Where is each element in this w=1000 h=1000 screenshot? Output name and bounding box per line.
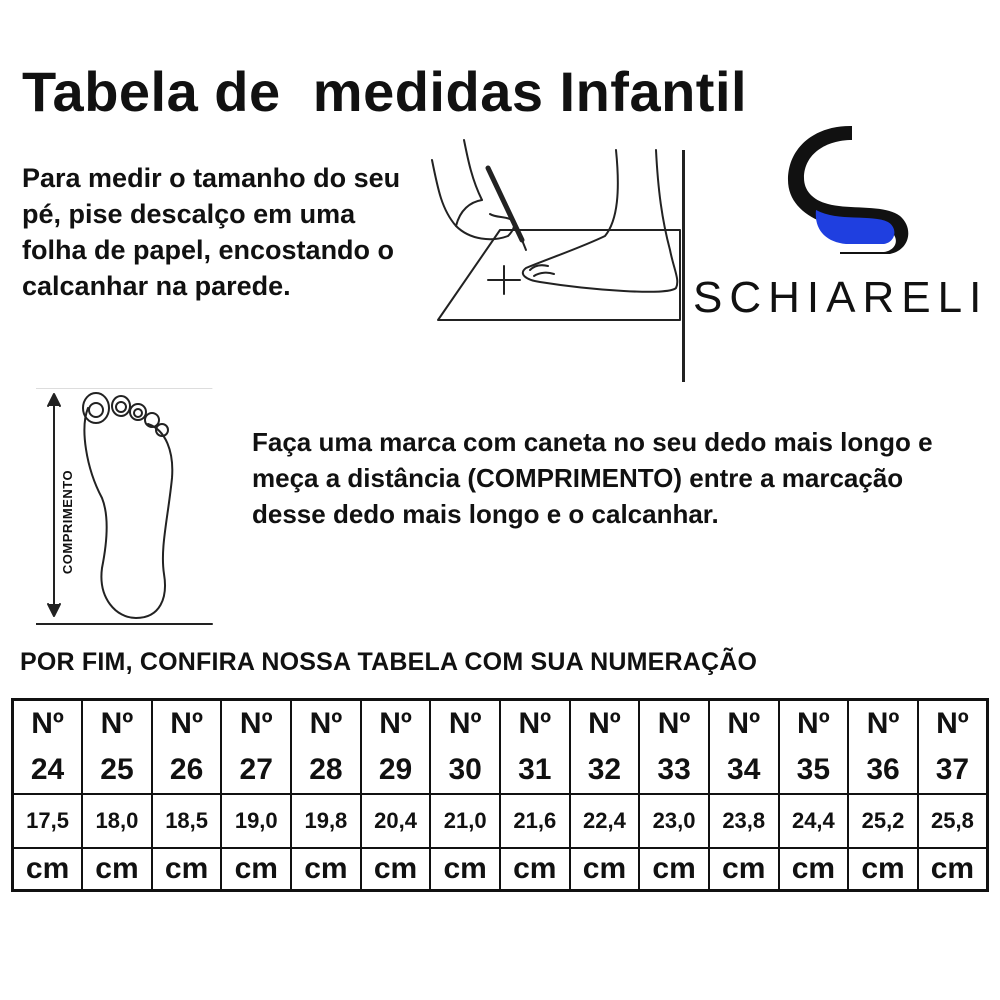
table-heading: POR FIM, CONFIRA NOSSA TABELA COM SUA NUMERAÇÃO — [20, 648, 758, 676]
length-cell: 25,2 — [848, 794, 918, 848]
size-cell: 31 — [500, 747, 570, 794]
size-cell: 29 — [361, 747, 431, 794]
length-cell: 25,8 — [918, 794, 988, 848]
unit-row — [13, 848, 988, 891]
length-cell: 18,5 — [152, 794, 222, 848]
number-label-cell: Nº — [639, 700, 709, 748]
page-title: Tabela de medidas Infantil — [22, 60, 748, 123]
unit-cell: cm — [152, 848, 222, 891]
number-label-cell: Nº — [221, 700, 291, 748]
unit-cell: cm — [500, 848, 570, 891]
number-label-cell: Nº — [848, 700, 918, 748]
number-label-cell: Nº — [779, 700, 849, 748]
number-label-cell: Nº — [82, 700, 152, 748]
number-label-cell: Nº — [361, 700, 431, 748]
size-cell: 35 — [779, 747, 849, 794]
number-label-cell: Nº — [570, 700, 640, 748]
intro-text: Para medir o tamanho do seu pé, pise descalço em uma folha de papel, encostando o calcanhar na parede. — [22, 163, 401, 301]
length-cell: 17,5 — [13, 794, 83, 848]
length-cell: 23,8 — [709, 794, 779, 848]
length-cell: 19,0 — [221, 794, 291, 848]
length-cell: 21,6 — [500, 794, 570, 848]
size-cell: 24 — [13, 747, 83, 794]
number-label-cell: Nº — [152, 700, 222, 748]
size-cell: 25 — [82, 747, 152, 794]
size-cell: 34 — [709, 747, 779, 794]
number-label-cell: Nº — [709, 700, 779, 748]
unit-cell: cm — [709, 848, 779, 891]
measuring-illustration — [430, 130, 690, 330]
unit-cell: cm — [430, 848, 500, 891]
size-cell: 27 — [221, 747, 291, 794]
length-cell: 22,4 — [570, 794, 640, 848]
number-label-cell: Nº — [291, 700, 361, 748]
divider-line — [682, 150, 685, 382]
unit-cell: cm — [848, 848, 918, 891]
unit-cell: cm — [291, 848, 361, 891]
length-cell: 19,8 — [291, 794, 361, 848]
unit-cell: cm — [570, 848, 640, 891]
unit-cell: cm — [221, 848, 291, 891]
instructions-text: Faça uma marca com caneta no seu dedo mais longo e meça a distância (COMPRIMENTO) entre a marcação desse dedo mais longo e o calcanhar. — [252, 427, 933, 529]
length-cell: 20,4 — [361, 794, 431, 848]
size-cell: 28 — [291, 747, 361, 794]
unit-cell: cm — [13, 848, 83, 891]
unit-cell: cm — [918, 848, 988, 891]
size-cell: 32 — [570, 747, 640, 794]
size-cell: 36 — [848, 747, 918, 794]
number-label-cell: Nº — [918, 700, 988, 748]
unit-cell: cm — [82, 848, 152, 891]
length-cell: 24,4 — [779, 794, 849, 848]
comprimento-label: COMPRIMENTO — [60, 469, 75, 575]
size-cell: 37 — [918, 747, 988, 794]
paper-sheet — [438, 230, 680, 320]
number-label-cell: Nº — [430, 700, 500, 748]
size-cell: 30 — [430, 747, 500, 794]
unit-cell: cm — [779, 848, 849, 891]
length-row — [13, 794, 988, 848]
number-label-row — [13, 700, 988, 748]
unit-cell: cm — [361, 848, 431, 891]
number-label-cell: Nº — [13, 700, 83, 748]
unit-cell: cm — [639, 848, 709, 891]
size-cell: 26 — [152, 747, 222, 794]
size-row — [13, 747, 988, 794]
number-label-cell: Nº — [500, 700, 570, 748]
size-table — [11, 698, 989, 892]
length-cell: 21,0 — [430, 794, 500, 848]
length-cell: 18,0 — [82, 794, 152, 848]
brand-logo-icon — [780, 118, 920, 258]
brand-name: SCHIARELI — [693, 273, 989, 322]
length-cell: 23,0 — [639, 794, 709, 848]
size-cell: 33 — [639, 747, 709, 794]
